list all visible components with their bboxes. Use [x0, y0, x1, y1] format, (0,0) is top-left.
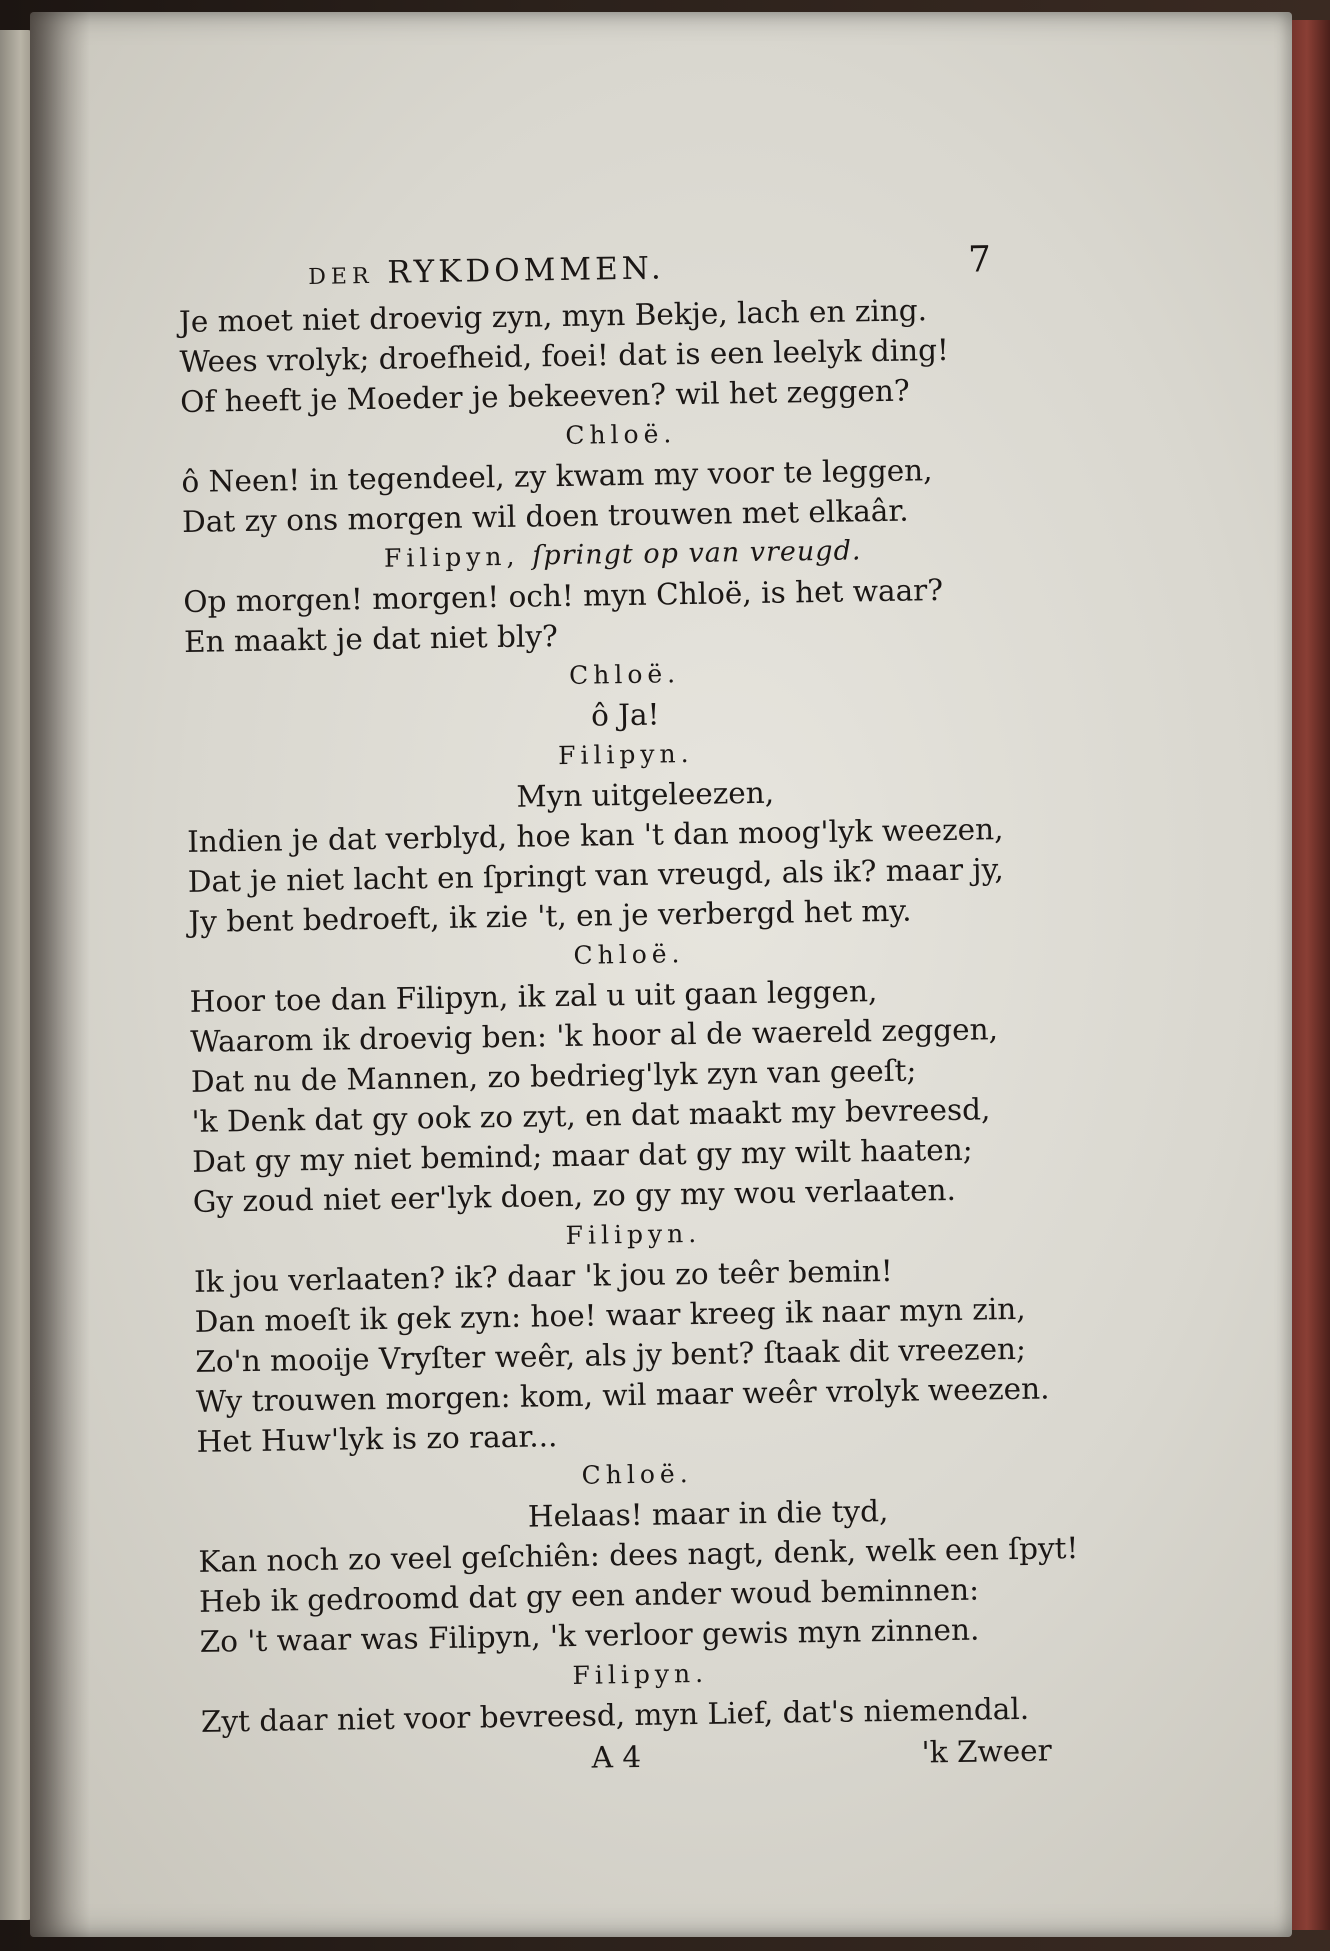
- verse-line: Zyt daar niet voor bevreesd, myn Lief, dat's niemendal.: [200, 1691, 1030, 1739]
- catchword: 'k Zweer: [921, 1733, 1052, 1770]
- verse-line: Heb ik gedroomd dat gy een ander woud beminnen:: [198, 1572, 980, 1619]
- running-title-prefix: DER: [308, 263, 374, 290]
- verse-line: ô Neen! in tegendeel, zy kwam my voor te leggen,: [181, 453, 933, 499]
- speaker-name: Chloë.: [573, 939, 685, 970]
- verse-line: Het Huw'lyk is zo raar...: [196, 1419, 558, 1459]
- speaker-name: Chloë.: [568, 659, 681, 690]
- verse-line: Indien je dat verblyd, hoe kan 't dan moog'lyk weezen,: [186, 812, 1004, 859]
- speaker-name: Filipyn.: [557, 738, 694, 771]
- speaker-name: Chloë.: [565, 419, 677, 450]
- speaker-name: Filipyn,: [383, 541, 520, 573]
- verse-line: Waarom ik droevig ben: 'k hoor al de waereld zeggen,: [190, 1012, 999, 1059]
- stage-direction: ſpringt op van vreugd.: [532, 535, 862, 572]
- verse-line: Dat je niet lacht en ſpringt van vreugd, als ik? maar jy,: [187, 852, 1004, 899]
- verse-line: Jy bent bedroeft, ik zie 't, en je verbergd het my.: [188, 893, 912, 939]
- speaker-name: Filipyn.: [565, 1218, 702, 1251]
- verse-line: Helaas! maar in die tyd,: [527, 1493, 889, 1534]
- verse-line: Zo'n mooije Vryſter weêr, als jy bent? ſtaak dit vreezen;: [195, 1331, 1027, 1379]
- running-title: [308, 250, 665, 292]
- verse-line: Of heeft je Moeder je bekeeven? wil het zeggen?: [179, 373, 910, 419]
- running-title-main: RYKDOMMEN.: [387, 250, 666, 291]
- verse-line: Myn uitgeleezen,: [516, 775, 775, 814]
- verse-line: Gy zoud niet eer'lyk doen, zo gy my wou verlaaten.: [192, 1172, 957, 1219]
- verse-line: En maakt je dat niet bly?: [183, 619, 559, 659]
- page-number: 7: [967, 239, 992, 281]
- verse-line: Dat gy my niet bemind; maar dat gy my wilt haaten;: [191, 1132, 973, 1179]
- verse-line: Zo 't waar was Filipyn, 'k verloor gewis myn zinnen.: [199, 1612, 980, 1659]
- verse-line: Je moet niet droevig zyn, myn Bekje, lach en zing.: [178, 293, 928, 339]
- verse-line: Dat zy ons morgen wil doen trouwen met elkaâr.: [181, 493, 909, 539]
- speaker-name: Chloë.: [581, 1459, 693, 1490]
- verse-line: Dat nu de Mannen, zo bedrieg'lyk zyn van geeſt;: [190, 1053, 917, 1099]
- verse-line: Ik jou verlaaten? ik? daar 'k jou zo teêr bemin!: [193, 1253, 894, 1299]
- verse-line: 'k Denk dat gy ook zo zyt, en dat maakt my bevreesd,: [191, 1092, 991, 1139]
- verse-lines: [179, 288, 1082, 1742]
- gutter-shadow: [30, 12, 90, 1937]
- signature-mark: A 4: [591, 1739, 642, 1775]
- previous-page-edge: [0, 30, 34, 1920]
- verse-line: Wees vrolyk; droefheid, foei! dat is een leelyk ding!: [179, 332, 950, 379]
- verse-line: Op morgen! morgen! och! myn Chloë, is het waar?: [183, 573, 944, 619]
- verse-line: Kan noch zo veel geſchiên: dees nagt, denk, welk een ſpyt!: [198, 1531, 1079, 1579]
- text-block: [178, 239, 1082, 1786]
- verse-line: Hoor toe dan Filipyn, ik zal u uit gaan leggen,: [189, 974, 878, 1019]
- verse-line: Dan moeſt ik gek zyn: hoe! waar kreeg ik naar myn zin,: [194, 1291, 1026, 1339]
- verse-line: Wy trouwen morgen: kom, wil maar weêr vrolyk weezen.: [195, 1371, 1050, 1419]
- speaker-name: Filipyn.: [572, 1658, 709, 1690]
- verse-line: ô Ja!: [590, 697, 660, 733]
